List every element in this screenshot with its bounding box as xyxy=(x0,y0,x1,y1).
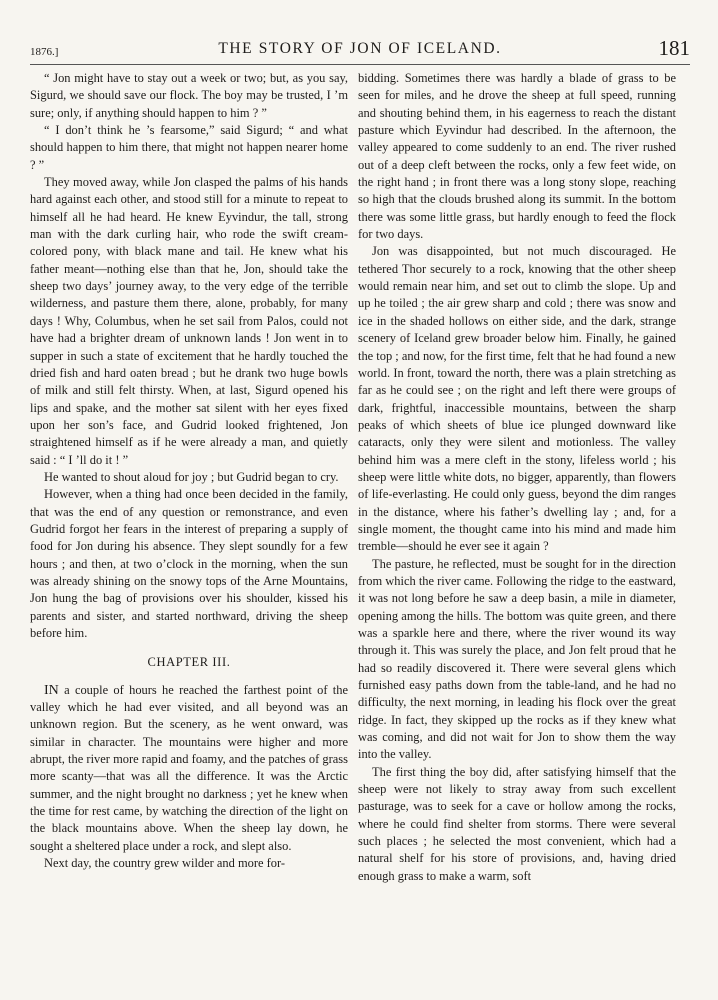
paragraph: The first thing the boy did, after satisfying himself that the sheep were not likely to stray away from such excellent pasturage, was to seek for a cave or hollow among the rocks, where he could find shelter from storms. There were several such places ; he selected the most convenient, which had a natural shelf for his store of provisions, and, having dried enough grass to make a warm, soft xyxy=(358,764,676,883)
chapter-opening-paragraph xyxy=(30,682,348,855)
chapter-first-word: IN xyxy=(44,682,59,698)
paragraph: However, when a thing had once been decided in the family, that was the end of any question or remonstrance, and even Gudrid forgot her fears in the interest of preparing a supply of food for Jon during his absence. They slept soundly for a few hours ; and then, at two o’clock in the morning, when the sun was already shining on the snowy tops of the Arne Mountains, Jon hung the bag of provisions over his shoulder, kissed his parents and sister, and started northward, driving the sheep before him. xyxy=(30,487,348,640)
header-rule xyxy=(30,64,690,65)
running-title: THE STORY OF JON OF ICELAND. xyxy=(218,40,502,57)
paragraph: He wanted to shout aloud for joy ; but Gudrid began to cry. xyxy=(44,469,339,484)
right-column xyxy=(358,70,676,885)
page-number: 181 xyxy=(658,36,690,60)
paragraph: The pasture, he reflected, must be sought for in the direction from which the river came. Following the ridge to the eastward, it was not long before he saw a deep basin, a mile in diameter, opening among the hills. The bottom was quite green, and there was a sparkle here and there, where the river wound its way through it. This was surely the place, and Jon felt proud that he had so readily discovered it. There were several glens which furnished easy paths down from the table-land, and he had no difficulty, the next morning, in leading his flock over the great ridge. In fact, they skipped up the rocks as if they knew what was coming, and did not wait for Jon to show them the way into the valley. xyxy=(358,556,676,762)
paragraph: They moved away, while Jon clasped the palms of his hands hard against each other, and stood still for a minute to repeat to himself all he had heard. He knew Eyvindur, the tall, strong man with the dark curling hair, who rode the swift cream-colored pony, with black mane and tail. He knew what his father meant—nothing else than that he, Jon, should take the sheep two days’ journey away, to the very edge of the terrible wilderness, and pasture them there, alone, probably, for many days ! Why, Columbus, when he set sail from Palos, could not have had a brighter dream of unknown lands ! Jon went in to supper in such a state of excitement that he hardly touched the dried fish and hard oaten bread ; but he drank two huge bowls of milk and still felt thirsty. When, at last, Sigurd opened his lips and spake, and the mother sat silent with her eyes fixed upon her son’s face, and Gudrid looked frightened, Jon straightened himself as if he were already a man, and quietly said : “ I ’ll do it ! ” xyxy=(30,175,348,467)
paragraph: “ I don’t think he ’s fearsome,” said Sigurd; “ and what should happen to him there, that might not happen nearer home ? ” xyxy=(30,123,348,172)
chapter-heading: CHAPTER III. xyxy=(147,655,231,670)
chapter-paragraph-text: a couple of hours he reached the farthest point of the valley which he had ever visited, and all beyond was an unknown region. But the scenery, as he went onward, was similar in character. The mountains were higher and more abrupt, the river more rapid and foamy, and the patches of grass more scanty—that was all the difference. It was the Arctic summer, and the night brought no darkness ; yet he knew when the time for rest came, by watching the direction of the light on the black mountains above. When the sheep lay down, he sought a sheltered place under a rock, and slept also. xyxy=(30,682,348,853)
paragraph-continued: bidding. Sometimes there was hardly a blade of grass to be seen for miles, and he drove the sheep at full speed, running and shouting behind them, in his eagerness to reach the distant pasture which Eyvindur had described. In the afternoon, the valley appeared to come suddenly to an end. The river rushed out of a deep cleft between the rocks, only a few feet wide, on the right hand ; in front there was a long stony slope, reaching so high that the clouds brushed along its summit. In the bottom there was some little grass, but hardly enough to feed the flock for two days. xyxy=(358,71,676,242)
page-header xyxy=(30,36,690,66)
header-date: 1876.] xyxy=(30,46,59,58)
left-column xyxy=(30,70,348,872)
paragraph: Next day, the country grew wilder and more for- xyxy=(44,856,286,871)
paragraph: Jon was disappointed, but not much discouraged. He tethered Thor securely to a rock, knowing that the other sheep would remain near him, and set out to climb the slope. Up and up he toiled ; the air grew sharp and cold ; there was snow and ice in the shaded hollows on either side, and the dark, strange scenery of Iceland grew broader below him. Finally, he gained the top ; and now, for the first time, felt that he had found a new world. In front, toward the north, there was a plain stretching as far as he could see ; on the right and left there were groups of dark, frightful, inaccessible mountains, between the sharp peaks of which sheets of blue ice plunged downward like cataracts, only they were silent and motionless. The valley behind him was a mere cleft in the stony, lifeless world ; his sheep were little white dots, no bigger, apparently, than flowers of life-everlasting. He could only guess, beyond the dim ranges in the distance, where his father’s dwelling lay ; and, for a single moment, the thought came into his mind and made him tremble—should he ever see it again ? xyxy=(358,244,676,554)
paragraph: “ Jon might have to stay out a week or two; but, as you say, Sigurd, we should save our flock. The boy may be trusted, I ’m sure; only, if anything should happen to him ? ” xyxy=(30,71,348,120)
